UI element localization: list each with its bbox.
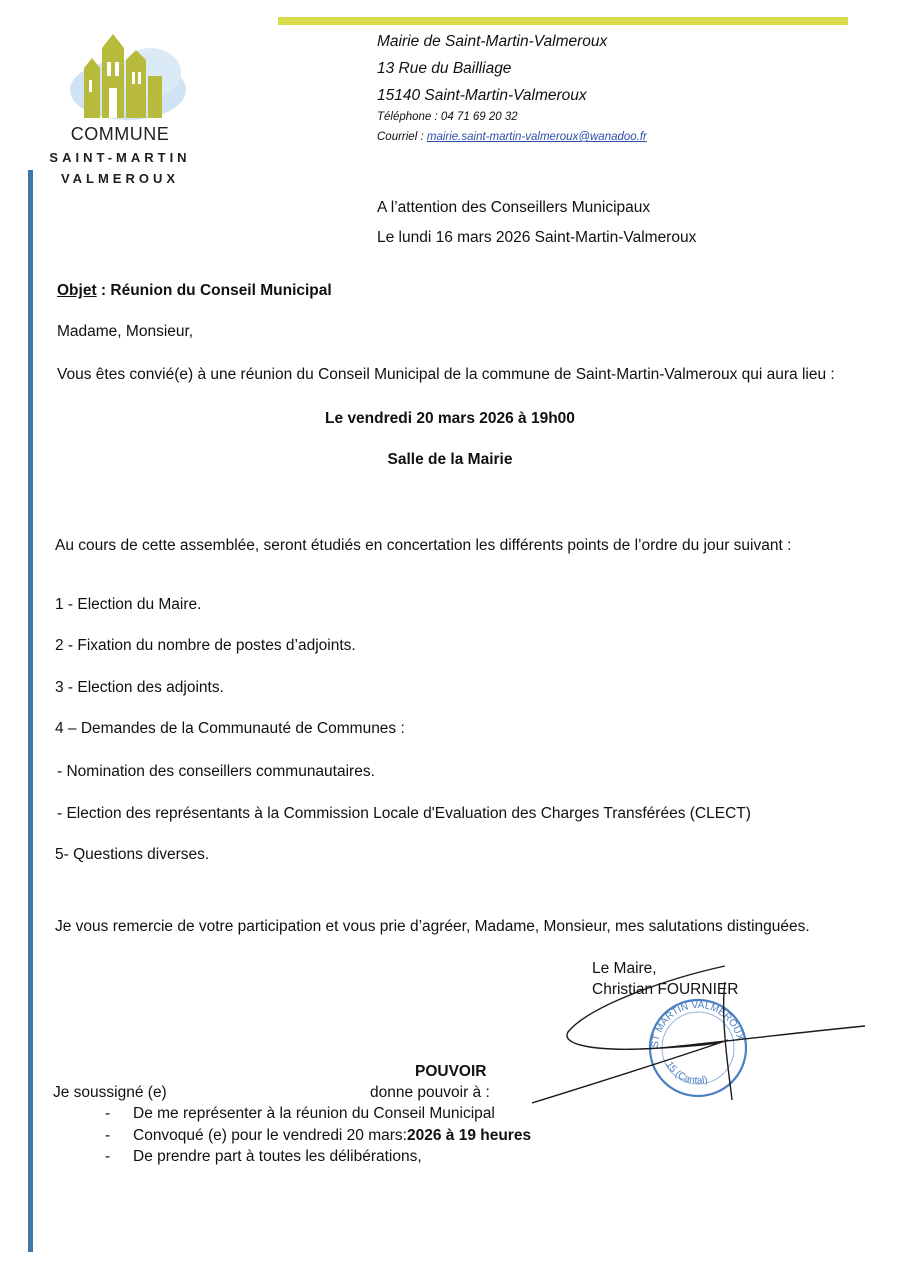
pouvoir-title: POUVOIR (415, 1063, 487, 1080)
pouvoir-item-text: De prendre part à toutes les délibérations, (133, 1148, 422, 1165)
logo-town-line2: VALMEROUX (60, 171, 180, 186)
mairie-name: Mairie de Saint-Martin-Valmeroux (377, 33, 608, 50)
church-logo-icon (56, 28, 186, 126)
email-link[interactable]: mairie.saint-martin-valmeroux@wanadoo.fr (426, 131, 647, 143)
left-margin-bar (28, 170, 33, 1252)
objet-text: : Réunion du Conseil Municipal (96, 282, 332, 299)
email-label: Courriel : (377, 131, 427, 143)
pouvoir-item-text: De me représenter à la réunion du Conseil Municipal (133, 1105, 495, 1122)
agenda-item: 3 - Election des adjoints. (55, 679, 224, 696)
objet-label: Objet (57, 282, 97, 299)
pouvoir-item (133, 1148, 422, 1166)
pouvoir-bullet: - (105, 1127, 111, 1144)
agenda-item: 4 – Demandes de la Communauté de Communes : (55, 720, 405, 737)
mairie-street: 13 Rue du Bailliage (377, 60, 512, 77)
pouvoir-item (133, 1105, 495, 1123)
stamp-top-text: ST MARTIN VALMEROUX (649, 999, 746, 1049)
intro-paragraph: Vous êtes convié(e) à une réunion du Conseil Municipal de la commune de Saint-Martin-Valmeroux qui aura lieu : (57, 366, 835, 383)
meeting-date: Le vendredi 20 mars 2026 à 19h00 (325, 410, 575, 427)
mairie-phone: Téléphone : 04 71 69 20 32 (377, 111, 518, 123)
letter-date: Le lundi 16 mars 2026 Saint-Martin-Valmeroux (377, 229, 697, 246)
pouvoir-bullet: - (105, 1148, 111, 1165)
pouvoir-item-bold: 2026 à 19 heures (406, 1127, 532, 1144)
pouvoir-item-text: Convoqué (e) pour le vendredi 20 mars: (133, 1127, 407, 1144)
closing-paragraph: Je vous remercie de votre participation et vous prie d’agréer, Madame, Monsieur, mes salutations distinguées. (55, 918, 810, 935)
pouvoir-bullet: - (105, 1105, 111, 1122)
header-accent-bar (278, 17, 848, 25)
agenda-item: 5- Questions diverses. (55, 846, 210, 863)
agenda-subitem: - Election des représentants à la Commission Locale d'Evaluation des Charges Transférées (CLECT) (57, 805, 751, 822)
recipient-attention: A l’attention des Conseillers Municipaux (377, 199, 651, 216)
pouvoir-soussigne: Je soussigné (e) (53, 1084, 167, 1101)
mairie-city: 15140 Saint-Martin-Valmeroux (377, 87, 587, 104)
mairie-email-row (377, 131, 647, 143)
agenda-subitem: - Nomination des conseillers communautaires. (57, 763, 375, 780)
signer-name: Christian FOURNIER (592, 981, 739, 998)
logo-town-line1: SAINT-MARTIN (49, 150, 191, 165)
signer-title: Le Maire, (592, 960, 657, 977)
stamp-bottom-text: 15 (Cantal) (663, 1059, 709, 1087)
salutation: Madame, Monsieur, (57, 323, 194, 340)
agenda-intro: Au cours de cette assemblée, seront étudiés en concertation les différents points de l’ordre du jour suivant : (55, 537, 792, 554)
agenda-item: 2 - Fixation du nombre de postes d’adjoints. (55, 637, 356, 654)
pouvoir-item (133, 1127, 531, 1145)
pouvoir-donne: donne pouvoir à : (370, 1084, 490, 1101)
meeting-place: Salle de la Mairie (387, 451, 513, 468)
logo-commune: COMMUNE (70, 124, 170, 144)
agenda-item: 1 - Election du Maire. (55, 596, 202, 613)
official-stamp-and-signature (520, 960, 870, 1120)
objet-line (57, 282, 332, 300)
svg-text:15 (Cantal) (663, 1060, 708, 1087)
